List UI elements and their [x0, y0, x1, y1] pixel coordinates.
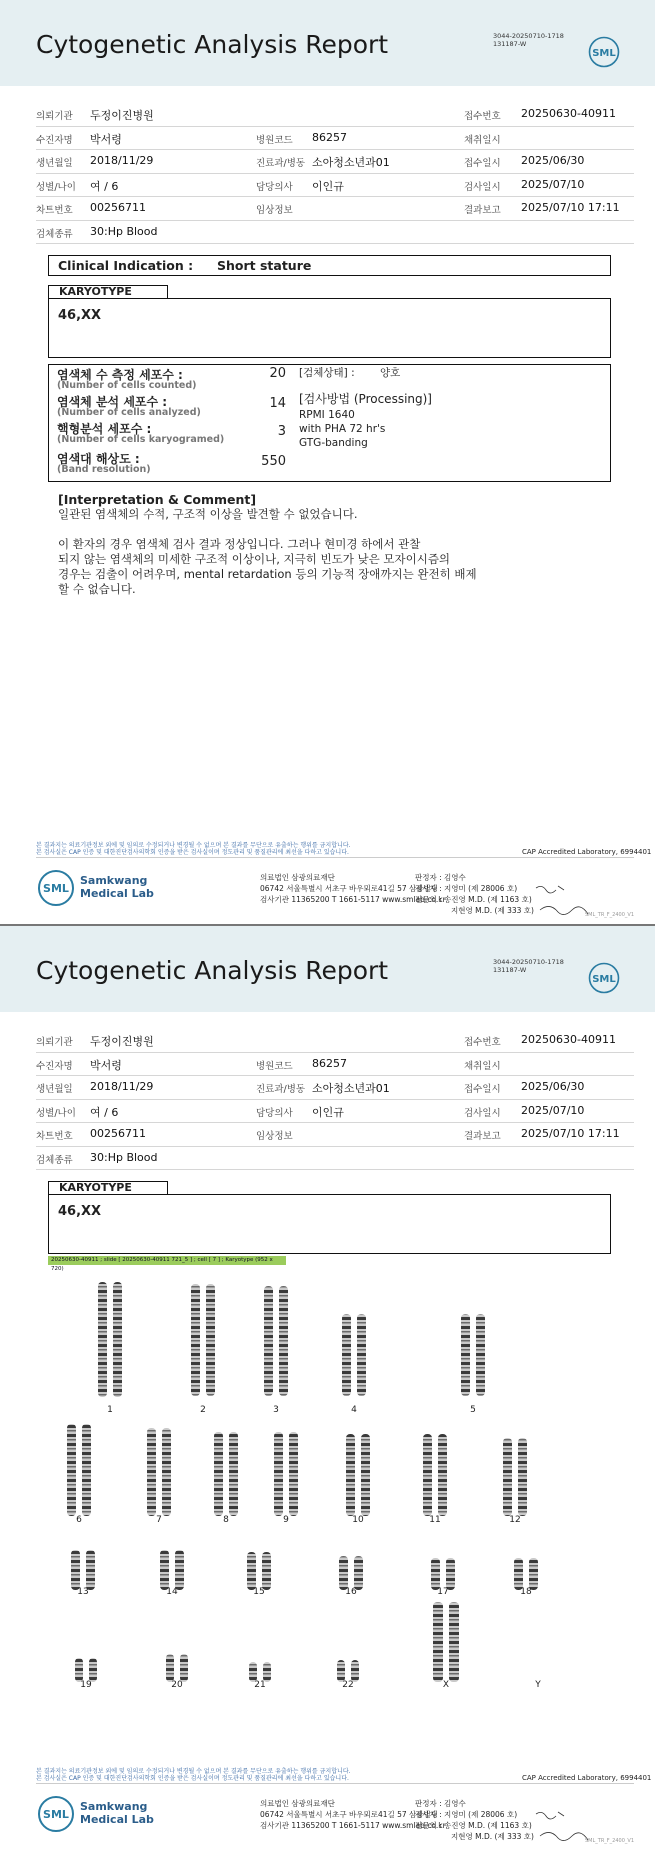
chromosome-13-a [71, 1550, 80, 1590]
info-row: 수진자명 박서령 병원코드 86257 채취일시 [36, 1053, 634, 1077]
band-resolution: 염색대 해상도 : (Band resolution) [57, 452, 151, 475]
chromosome-19-a [75, 1658, 83, 1682]
department: 소아청소년과01 [312, 156, 390, 169]
info-row: 검체종류 30:Hp Blood [36, 221, 634, 245]
chromosome-10-b [361, 1434, 370, 1516]
sex-age: 여 / 6 [90, 179, 119, 193]
chromosome-label: 9 [283, 1515, 289, 1525]
chromosome-3-a [264, 1286, 273, 1396]
chromosome-label: 20 [171, 1680, 183, 1690]
clinical-indication: Short stature [217, 258, 312, 273]
info-row: 수진자명 박서령 병원코드 86257 채취일시 [36, 127, 634, 151]
chromosome-12-b [518, 1438, 527, 1516]
report-date: 2025/07/10 17:11 [521, 201, 620, 214]
chromosome-17-b [446, 1558, 455, 1590]
report-header [0, 926, 655, 1012]
document-id: 3044-20250710-1718 131187-W [493, 32, 564, 48]
cells-analyzed: 염색체 분석 세포수 : (Number of cells analyzed) [57, 395, 201, 418]
chromosome-label: 22 [342, 1680, 354, 1690]
slide-info-bar: 20250630-40911 ; slide [ 20250630-40911 721_5 ] ; cell [ 7 ] ; Karyotype (952 x 720) [48, 1256, 286, 1265]
chromosome-X-a [433, 1602, 443, 1682]
chromosome-label: 1 [107, 1405, 113, 1415]
chromosome-7-b [162, 1428, 171, 1516]
chromosome-15-b [262, 1552, 271, 1590]
lab-brand: Samkwang Medical Lab [80, 874, 154, 900]
chromosome-22-b [351, 1660, 359, 1682]
report-footer: 본 결과지는 의료기관정보 외에 및 임의로 수정되거나 변경될 수 없으며 본 결과를 무단으로 유출하는 행위를 금지합니다. 본 검사실은 CAP 인증 및 대한진단검사의학회 인증을 받은 검사실이며 정도관리 및 품질관리에 최선을 다하고 있습니다. CAP Accredited Laboratory, 6994401 SML Samkwang Medical Lab 의료법인 삼광의료재단 06742 서울특별시 서초구 바우뫼로41길 57 삼광빌딩 검사기관 11365200 T 1661-5117 www.smlab.co.kr 판정자 : 김영수 검사자 : 지영미 (제 28006 호) 전문의 : 송진영 M.D. (제 1163 호) 지현영 M.D. (제 333 호) SML_TR_F_2400_V1 [0, 1766, 655, 1850]
footer-notice: 본 결과지는 의료기관정보 외에 및 임의로 수정되거나 변경될 수 없으며 본 결과를 무단으로 유출하는 행위를 금지합니다. 본 검사실은 CAP 인증 및 대한진단검사의학회 인증을 받은 검사실이며 정도관리 및 품질관리에 최선을 다하고 있습니다. [36, 1768, 351, 1782]
chromosome-3-b [279, 1286, 288, 1396]
info-row: 차트번호 00256711 임상정보 결과보고 2025/07/10 17:11 [36, 1123, 634, 1147]
chromosome-label: 19 [80, 1680, 92, 1690]
report-title: Cytogenetic Analysis Report [36, 30, 389, 59]
cap-accreditation: CAP Accredited Laboratory, 6994401 [522, 848, 652, 856]
document-id: 3044-20250710-1718 131187-W [493, 958, 564, 974]
svg-text:SML: SML [592, 48, 616, 59]
chromosome-label: 18 [520, 1587, 532, 1597]
chromosome-17-a [431, 1558, 440, 1590]
karyotype-box [48, 1194, 611, 1254]
patient-name: 박서령 [90, 132, 122, 146]
report-title: Cytogenetic Analysis Report [36, 956, 389, 985]
karyotype-box [48, 298, 611, 358]
chromosome-16-a [339, 1556, 348, 1590]
chromosome-4-b [357, 1314, 366, 1396]
processing-label: [검사방법 (Processing)] [299, 392, 432, 406]
chromosome-15-a [247, 1552, 256, 1590]
info-row: 차트번호 00256711 임상정보 결과보고 2025/07/10 17:11 [36, 197, 634, 221]
chromosome-label: 3 [273, 1405, 279, 1415]
svg-text:SML: SML [43, 882, 69, 895]
chromosome-7-a [147, 1428, 156, 1516]
lab-staff: 판정자 : 김영수 검사자 : 지영미 (제 28006 호) 전문의 : 송진영 M.D. (제 1163 호) 지현영 M.D. (제 333 호) [415, 873, 534, 915]
chromosome-1-b [113, 1282, 122, 1397]
chromosome-8-a [214, 1432, 223, 1516]
chromosome-label: Y [535, 1680, 541, 1690]
karyogram-image [40, 1272, 620, 1737]
test-date: 2025/07/10 [521, 177, 585, 191]
chromosome-16-b [354, 1556, 363, 1590]
footer-notice: 본 결과지는 의료기관정보 외에 및 임의로 수정되거나 변경될 수 없으며 본 결과를 무단으로 유출하는 행위를 금지합니다. 본 검사실은 CAP 인증 및 대한진단검사의학회 인증을 받은 검사실이며 정도관리 및 품질관리에 최선을 다하고 있습니다. [36, 842, 351, 856]
lab-brand: Samkwang Medical Lab [80, 1800, 154, 1826]
karyotype-tab: KARYOTYPE [48, 1181, 168, 1194]
chromosome-6-a [67, 1424, 76, 1516]
chromosome-11-a [423, 1434, 432, 1516]
karyotype-result: 46,XX [58, 1204, 102, 1219]
chromosome-10-a [346, 1434, 355, 1516]
chromosome-label: 16 [345, 1587, 357, 1597]
karyotype-tab: KARYOTYPE [48, 285, 168, 298]
cells-karyogramed: 핵형분석 세포수 : (Number of cells karyogramed) [57, 422, 225, 445]
hospital-code: 86257 [312, 130, 347, 144]
sml-logo-icon [36, 868, 76, 908]
chromosome-X-b [449, 1602, 459, 1682]
chromosome-21-a [249, 1662, 257, 1682]
received-date: 2025/06/30 [521, 154, 585, 167]
sml-logo-icon [36, 1794, 76, 1834]
cells-counted-value: 20 [269, 366, 286, 381]
cap-accreditation: CAP Accredited Laboratory, 6994401 [522, 1774, 652, 1782]
chromosome-9-b [289, 1432, 298, 1516]
specimen-status: [검체상태] : 양호 [299, 367, 401, 379]
chromosome-label: 17 [437, 1587, 449, 1597]
chromosome-13-b [86, 1550, 95, 1590]
chromosome-18-b [529, 1558, 538, 1590]
processing-method: RPMI 1640 with PHA 72 hr's GTG-banding [299, 409, 386, 449]
karyotype-result: 46,XX [58, 308, 102, 323]
patient-info-table [36, 1029, 634, 1170]
band-resolution-value: 550 [261, 454, 286, 469]
chart-number: 00256711 [90, 201, 146, 214]
chromosome-label: 6 [76, 1515, 82, 1525]
cells-analyzed-value: 14 [269, 396, 286, 411]
sml-logo-icon [588, 36, 620, 68]
doctor-name: 이인규 [312, 179, 344, 193]
interpretation-section: [Interpretation & Comment] 일관된 염색체의 수적, 구조적 이상을 발견할 수 없었습니다. 이 환자의 경우 염색체 검사 결과 정상입니다. 그러나 현미경 하에서 관찰 되지 않는 염색체의 미세한 구조적 이상이나, 지극히 빈도가 낮은 모자이시즘의 경우는 검출이 어려우며, mental retardation 등의 기능적 장애까지는 완전히 배제 할 수 없습니다. [58, 492, 578, 597]
chromosome-label: 12 [509, 1515, 521, 1525]
chromosome-label: 14 [166, 1587, 178, 1597]
chromosome-label: 4 [351, 1405, 357, 1415]
info-row: 검체종류 30:Hp Blood [36, 1147, 634, 1171]
info-row: 성별/나이 여 / 6 담당의사 이인규 검사일시 2025/07/10 [36, 1100, 634, 1124]
chromosome-label: X [442, 1680, 450, 1690]
report-footer: 본 결과지는 의료기관정보 외에 및 임의로 수정되거나 변경될 수 없으며 본 결과를 무단으로 유출하는 행위를 금지합니다. 본 검사실은 CAP 인증 및 대한진단검사의학회 인증을 받은 검사실이며 정도관리 및 품질관리에 최선을 다하고 있습니다. CAP Accredited Laboratory, 6994401 SML Samkwang Medical Lab 의료법인 삼광의료재단 06742 서울특별시 서초구 바우뫼로41길 57 삼광빌딩 검사기관 11365200 T 1661-5117 www.smlab.co.kr 판정자 : 김영수 검사자 : 지영미 (제 28006 호) 전문의 : 송진영 M.D. (제 1163 호) 지현영 M.D. (제 333 호) SML_TR_F_2400_V1 [0, 840, 655, 924]
chromosome-21-b [263, 1662, 271, 1682]
chromosome-18-a [514, 1558, 523, 1590]
patient-info-table [36, 103, 634, 244]
chromosome-20-b [180, 1654, 188, 1682]
chromosome-5-b [476, 1314, 485, 1396]
cells-counted: 염색체 수 측정 세포수 : (Number of cells counted) [57, 368, 197, 391]
birth-date: 2018/11/29 [90, 154, 154, 167]
chromosome-2-b [206, 1284, 215, 1396]
chromosome-label: 10 [352, 1515, 364, 1525]
chromosome-8-b [229, 1432, 238, 1516]
cells-karyogramed-value: 3 [277, 424, 286, 439]
chromosome-2-a [191, 1284, 200, 1396]
info-row: 성별/나이 여 / 6 담당의사 이인규 검사일시 2025/07/10 [36, 174, 634, 198]
info-row: 의뢰기관 두정이진병원 접수번호 20250630-40911 [36, 1029, 634, 1053]
report-page-1 [0, 0, 655, 924]
info-row: 의뢰기관 두정이진병원 접수번호 20250630-40911 [36, 103, 634, 127]
chromosome-14-b [175, 1550, 184, 1590]
sml-logo-icon [588, 962, 620, 994]
chromosome-20-a [166, 1654, 174, 1682]
chromosome-label: 15 [253, 1587, 265, 1597]
report-header [0, 0, 655, 86]
chromosome-12-a [503, 1438, 512, 1516]
chromosome-14-a [160, 1550, 169, 1590]
svg-text:SML: SML [43, 1808, 69, 1821]
info-row: 생년월일 2018/11/29 진료과/병동 소아청소년과01 접수일시 2025/06/30 [36, 150, 634, 174]
cell-statistics-box [48, 364, 611, 482]
lab-address: 의료법인 삼광의료재단 06742 서울특별시 서초구 바우뫼로41길 57 삼광빌딩 검사기관 11365200 T 1661-5117 www.smlab.co.kr [260, 1799, 446, 1830]
lab-address: 의료법인 삼광의료재단 06742 서울특별시 서초구 바우뫼로41길 57 삼광빌딩 검사기관 11365200 T 1661-5117 www.smlab.co.kr [260, 873, 446, 904]
chromosome-1-a [98, 1282, 107, 1397]
chromosome-5-a [461, 1314, 470, 1396]
receipt-number: 20250630-40911 [521, 107, 616, 120]
chromosome-label: 7 [156, 1515, 162, 1525]
lab-staff: 판정자 : 김영수 검사자 : 지영미 (제 28006 호) 전문의 : 송진영 M.D. (제 1163 호) 지현영 M.D. (제 333 호) [415, 1799, 534, 1841]
hospital-name: 두정이진병원 [90, 109, 154, 122]
chromosome-label: 5 [470, 1405, 476, 1415]
chromosome-label: 2 [200, 1405, 206, 1415]
chromosome-label: 13 [77, 1587, 89, 1597]
interpretation-heading: [Interpretation & Comment] [58, 492, 257, 507]
specimen-type: 30:Hp Blood [90, 224, 158, 238]
chromosome-6-b [82, 1424, 91, 1516]
chromosome-19-b [89, 1658, 97, 1682]
chromosome-label: 11 [429, 1515, 441, 1525]
svg-text:SML: SML [592, 974, 616, 985]
chromosome-9-a [274, 1432, 283, 1516]
chromosome-label: 21 [254, 1680, 266, 1690]
chromosome-11-b [438, 1434, 447, 1516]
clinical-indication-box: Clinical Indication : Short stature [48, 255, 611, 276]
chromosome-22-a [337, 1660, 345, 1682]
chromosome-4-a [342, 1314, 351, 1396]
info-row: 생년월일 2018/11/29 진료과/병동 소아청소년과01 접수일시 2025/06/30 [36, 1076, 634, 1100]
chromosome-label: 8 [223, 1515, 229, 1525]
